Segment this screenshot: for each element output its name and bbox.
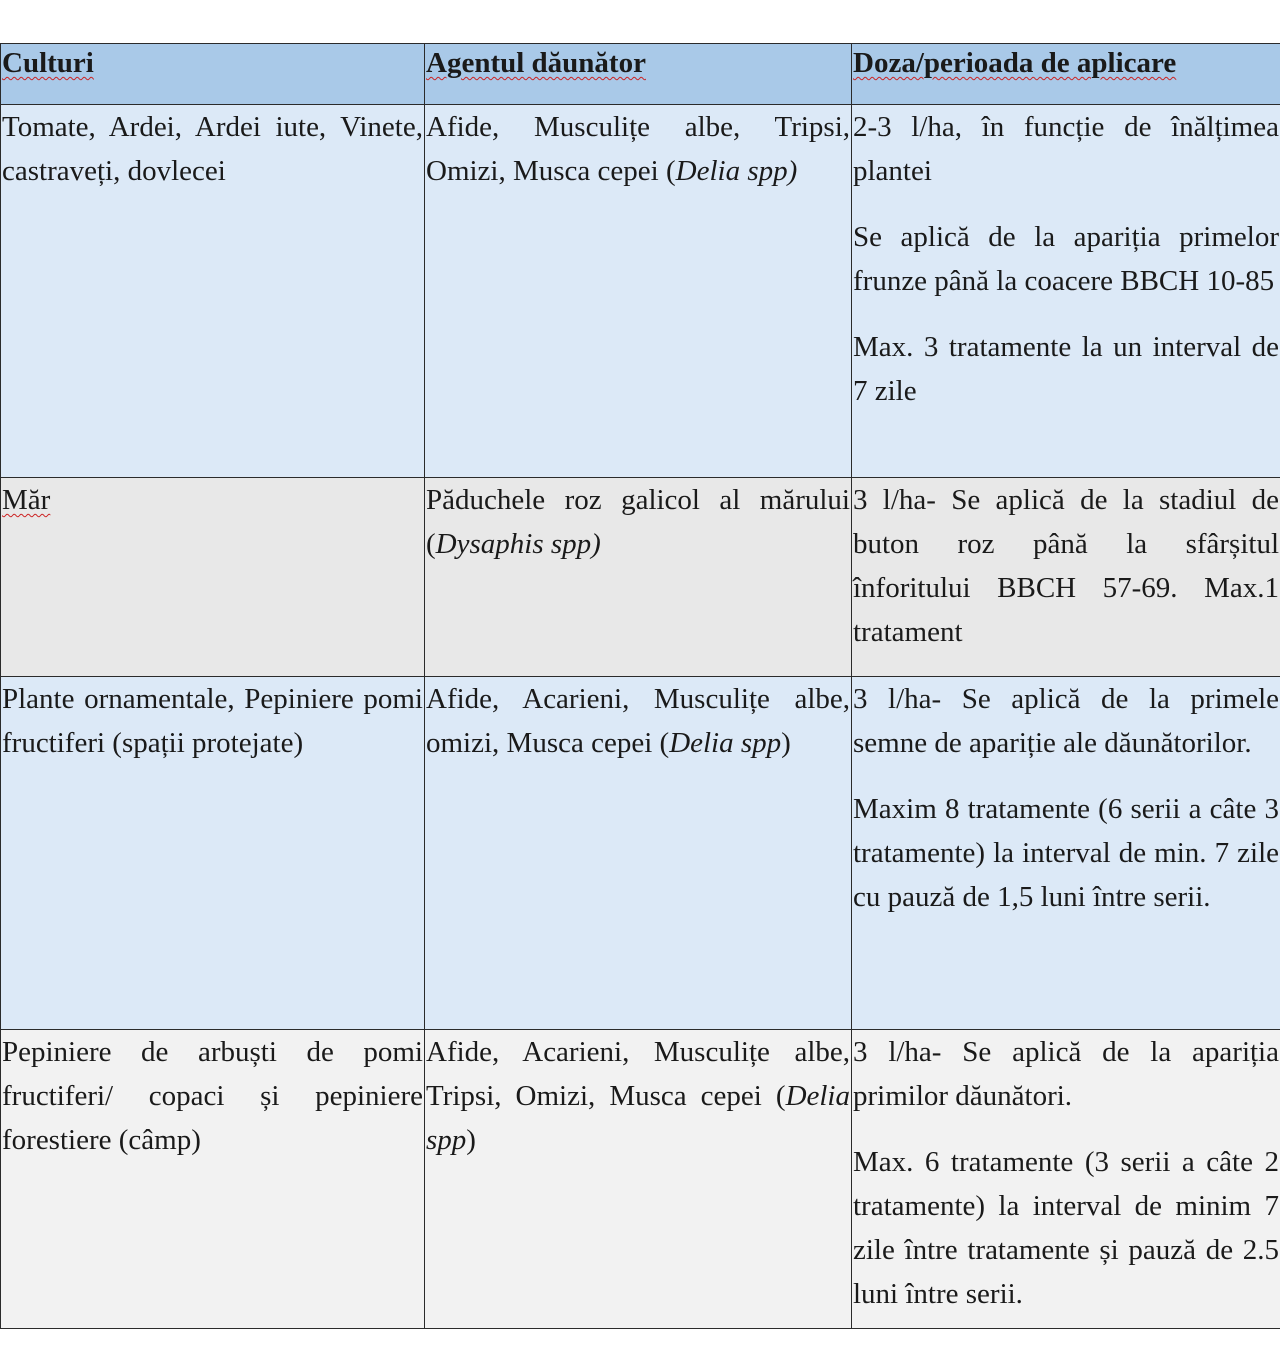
crop-cell: Plante ornamentale, Pepiniere pomi fructiferi (spații protejate): [1, 677, 425, 1030]
dose-cell: 3 l/ha- Se aplică de la primele semne de apariție ale dăunătorilor. Maxim 8 tratamente (6 serii a câte 3 tratamente) la interval de min. 7 zile cu pauză de 1,5 luni între serii.: [852, 677, 1280, 1030]
pest-cell: Păduchele roz galicol al mărului (Dysaphis spp): [425, 478, 852, 677]
header-doza-perioada: Doza/perioada de aplicare: [852, 44, 1280, 105]
table-row: [1, 478, 1280, 677]
table-row: [1, 1030, 1280, 1329]
crop-cell: Tomate, Ardei, Ardei iute, Vinete, castraveți, dovlecei: [1, 105, 425, 478]
page-bottom-margin: [0, 1333, 1280, 1350]
pest-cell: Afide, Acarieni, Musculițe albe, Tripsi, Omizi, Musca cepei (Delia spp): [425, 1030, 852, 1329]
dose-cell: 3 l/ha- Se aplică de la stadiul de buton roz până la sfârșitul înforitului BBCH 57-69. Max.1 tratament: [852, 478, 1280, 677]
dose-cell: 3 l/ha- Se aplică de la apariția primilor dăunători. Max. 6 tratamente (3 serii a câte 2 tratamente) la interval de minim 7 zile între tratamente și pauză de 2.5 luni între serii.: [852, 1030, 1280, 1329]
crop-cell: Pepiniere de arbuști de pomi fructiferi/ copaci și pepiniere forestiere (câmp): [1, 1030, 425, 1329]
dose-cell: 2-3 l/ha, în funcție de înălțimea plantei Se aplică de la apariția primelor frunze până la coacere BBCH 10-85 Max. 3 tratamente la un interval de 7 zile: [852, 105, 1280, 478]
document-table-container: [0, 43, 1280, 1329]
header-agentul-daunator: Agentul dăunător: [425, 44, 852, 105]
pest-cell: Afide, Acarieni, Musculițe albe, omizi, Musca cepei (Delia spp): [425, 677, 852, 1030]
table-row: [1, 105, 1280, 478]
header-culturi: Culturi: [1, 44, 425, 105]
table-row: [1, 677, 1280, 1030]
pest-cell: Afide, Musculițe albe, Tripsi, Omizi, Musca cepei (Delia spp): [425, 105, 852, 478]
crop-cell: Măr: [1, 478, 425, 677]
table-header-row: [1, 44, 1280, 105]
pesticide-application-table: [0, 43, 1280, 1329]
